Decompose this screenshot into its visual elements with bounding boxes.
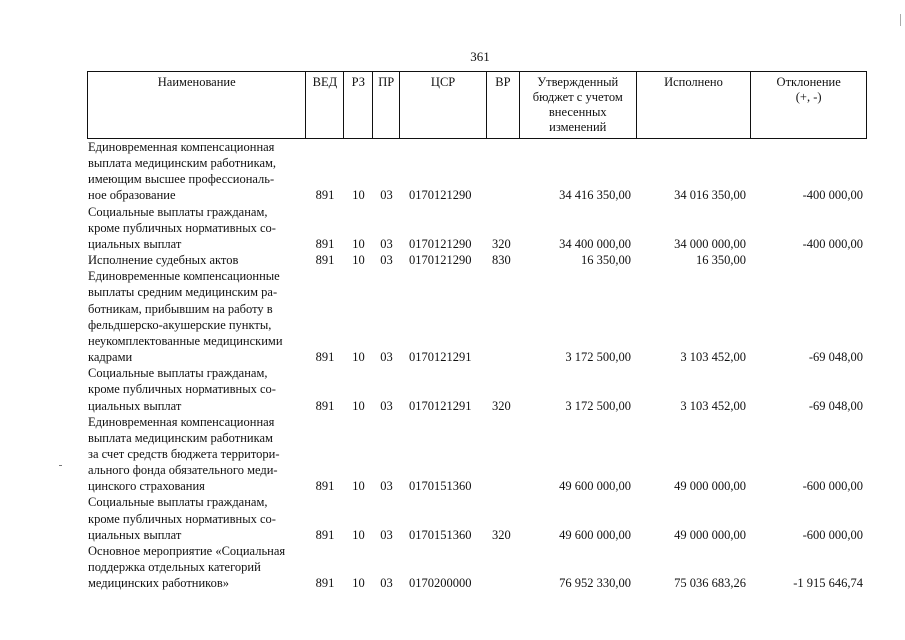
row-ved: 891 — [315, 188, 335, 203]
header-rz: РЗ — [344, 72, 373, 138]
row-pr: 03 — [380, 576, 393, 591]
row-pr: 03 — [380, 236, 393, 251]
table-row — [87, 252, 867, 268]
row-csr: 0170121290 — [409, 236, 472, 251]
header-executed: Исполнено — [637, 72, 752, 138]
row-name: Основное мероприятие «Социальная поддержка отдельных категорий медицинских работников» — [88, 543, 286, 591]
table-row — [87, 414, 867, 495]
header-approved: Утвержденный бюджет с учетом внесенных изменений — [520, 72, 637, 138]
row-executed: 49 000 000,00 — [674, 479, 746, 494]
table-body — [87, 139, 867, 591]
row-ved: 891 — [315, 576, 335, 591]
row-pr: 03 — [380, 253, 393, 268]
row-vr: 830 — [492, 253, 511, 268]
row-executed: 16 350,00 — [696, 253, 746, 268]
row-executed: 34 016 350,00 — [674, 188, 746, 203]
row-csr: 0170121290 — [409, 253, 472, 268]
row-pr: 03 — [380, 350, 393, 365]
row-pr: 03 — [380, 398, 393, 413]
header-pr: ПР — [373, 72, 400, 138]
row-csr: 0170151360 — [409, 479, 472, 494]
row-name: Социальные выплаты гражданам, кроме публичных нормативных со- циальных выплат — [88, 366, 276, 413]
row-name: Социальные выплаты гражданам, кроме публичных нормативных со- циальных выплат — [88, 204, 276, 251]
table-row — [87, 268, 867, 365]
row-rz: 10 — [352, 527, 365, 542]
row-csr: 0170121290 — [409, 188, 472, 203]
row-executed: 34 000 000,00 — [674, 236, 746, 251]
row-approved: 3 172 500,00 — [565, 398, 631, 413]
row-pr: 03 — [380, 188, 393, 203]
row-pr: 03 — [380, 527, 393, 542]
table-header — [87, 71, 867, 139]
row-name: Единовременная компенсационная выплата медицинским работникам за счет средств бюджета территори- ального фонда обязательного меди- цинского страхования — [88, 414, 280, 494]
row-vr: 320 — [492, 236, 511, 251]
table-row — [87, 543, 867, 591]
table-row — [87, 204, 867, 252]
row-name: Единовременные компенсационные выплаты средним медицинским ра- ботникам, прибывшим на работу в фельдшерско-акушерские пункты, неукомплектованные медицинскими кадрами — [88, 269, 283, 365]
row-deviation: -69 048,00 — [808, 398, 863, 413]
row-rz: 10 — [352, 479, 365, 494]
row-ved: 891 — [315, 479, 335, 494]
row-ved: 891 — [315, 350, 335, 365]
row-ved: 891 — [315, 527, 335, 542]
row-approved: 49 600 000,00 — [559, 527, 631, 542]
row-csr: 0170121291 — [409, 398, 472, 413]
row-approved: 76 952 330,00 — [559, 576, 631, 591]
row-approved: 49 600 000,00 — [559, 479, 631, 494]
row-rz: 10 — [352, 576, 365, 591]
row-rz: 10 — [352, 350, 365, 365]
header-ved: ВЕД — [306, 72, 344, 138]
row-deviation: -400 000,00 — [802, 236, 863, 251]
row-deviation: -400 000,00 — [802, 188, 863, 203]
row-pr: 03 — [380, 479, 393, 494]
row-ved: 891 — [315, 253, 335, 268]
row-executed: 49 000 000,00 — [674, 527, 746, 542]
scan-speck — [59, 465, 62, 466]
row-ved: 891 — [315, 398, 335, 413]
table-row — [87, 365, 867, 413]
row-approved: 34 400 000,00 — [559, 236, 631, 251]
table-row — [87, 139, 867, 204]
row-executed: 3 103 452,00 — [680, 398, 746, 413]
table-row — [87, 494, 867, 542]
header-deviation: Отклонение (+, -) — [776, 75, 841, 104]
row-name: Исполнение судебных актов — [88, 253, 239, 268]
margin-mark — [900, 14, 901, 26]
row-rz: 10 — [352, 253, 365, 268]
header-csr: ЦСР — [400, 72, 487, 138]
row-approved: 34 416 350,00 — [559, 188, 631, 203]
row-ved: 891 — [315, 236, 335, 251]
row-deviation: -600 000,00 — [802, 479, 863, 494]
row-deviation: -1 915 646,74 — [793, 576, 863, 591]
row-deviation: -600 000,00 — [802, 527, 863, 542]
row-vr: 320 — [492, 527, 511, 542]
row-executed: 75 036 683,26 — [674, 576, 746, 591]
row-rz: 10 — [352, 398, 365, 413]
header-vr: ВР — [487, 72, 520, 138]
row-rz: 10 — [352, 188, 365, 203]
row-executed: 3 103 452,00 — [680, 350, 746, 365]
row-rz: 10 — [352, 236, 365, 251]
row-deviation: -69 048,00 — [808, 350, 863, 365]
row-csr: 0170151360 — [409, 527, 472, 542]
row-approved: 16 350,00 — [581, 253, 631, 268]
row-vr: 320 — [492, 398, 511, 413]
header-name: Наименование — [88, 72, 306, 138]
row-approved: 3 172 500,00 — [565, 350, 631, 365]
page-number: 361 — [470, 49, 490, 64]
row-csr: 0170121291 — [409, 350, 472, 365]
row-name: Единовременная компенсационная выплата медицинским работникам, имеющим высшее профессиональ- ное образование — [88, 140, 277, 203]
row-name: Социальные выплаты гражданам, кроме публичных нормативных со- циальных выплат — [88, 495, 276, 542]
row-csr: 0170200000 — [409, 576, 472, 591]
